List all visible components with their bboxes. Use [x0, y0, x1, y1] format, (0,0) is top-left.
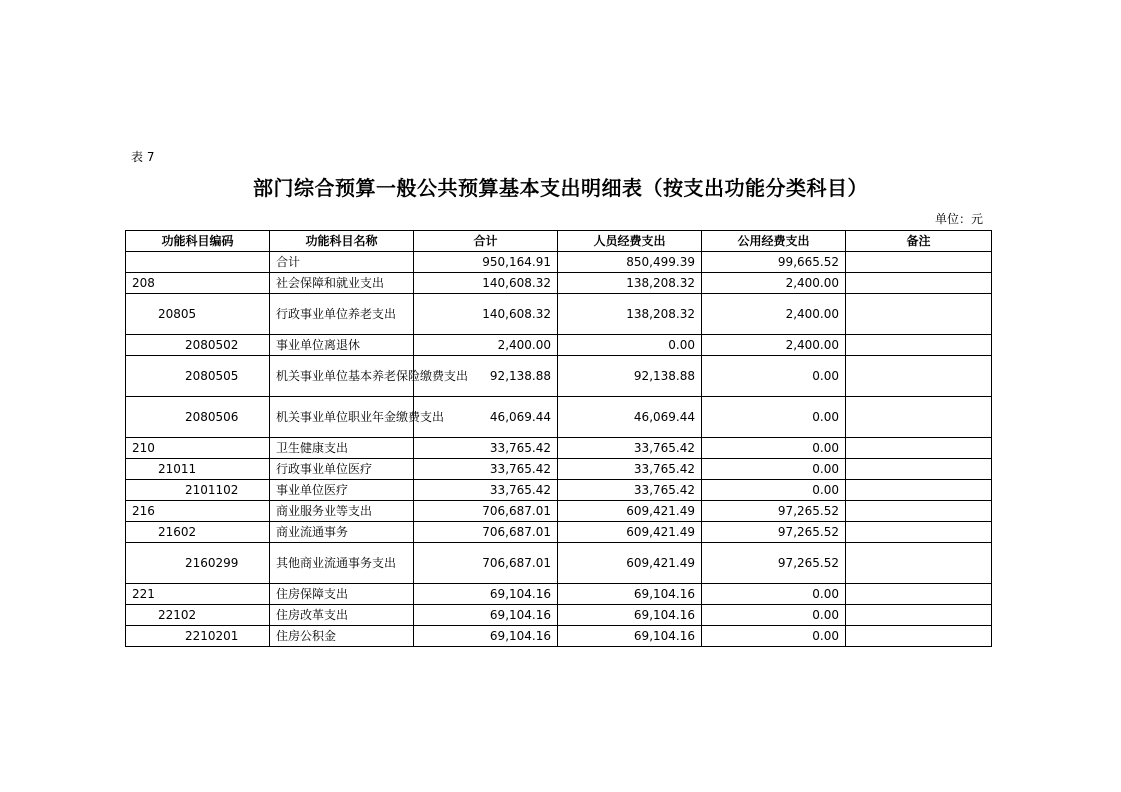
cell-name: 商业流通事务: [270, 522, 414, 543]
cell-note: [846, 397, 992, 438]
cell-name: 卫生健康支出: [270, 438, 414, 459]
cell-note: [846, 584, 992, 605]
cell-name: 行政事业单位养老支出: [270, 294, 414, 335]
table-row: [126, 480, 992, 501]
cell-personnel: 69,104.16: [558, 626, 702, 647]
cell-personnel: 850,499.39: [558, 252, 702, 273]
cell-name: 住房公积金: [270, 626, 414, 647]
cell-total: 706,687.01: [414, 543, 558, 584]
cell-note: [846, 273, 992, 294]
table-row: [126, 438, 992, 459]
cell-note: [846, 335, 992, 356]
table-row: [126, 626, 992, 647]
cell-public: 99,665.52: [702, 252, 846, 273]
table-row: [126, 294, 992, 335]
cell-note: [846, 543, 992, 584]
cell-total: 46,069.44: [414, 397, 558, 438]
table-row: [126, 273, 992, 294]
cell-public: 0.00: [702, 626, 846, 647]
cell-personnel: 33,765.42: [558, 459, 702, 480]
table-row: [126, 397, 992, 438]
budget-table: [125, 230, 992, 647]
cell-public: 0.00: [702, 584, 846, 605]
cell-code: 208: [126, 273, 270, 294]
cell-code: 21011: [126, 459, 270, 480]
cell-name: 住房改革支出: [270, 605, 414, 626]
cell-total: 950,164.91: [414, 252, 558, 273]
cell-public: 0.00: [702, 397, 846, 438]
cell-personnel: 33,765.42: [558, 480, 702, 501]
table-row: [126, 584, 992, 605]
cell-name: 商业服务业等支出: [270, 501, 414, 522]
cell-public: 0.00: [702, 438, 846, 459]
cell-name: 住房保障支出: [270, 584, 414, 605]
cell-name: 机关事业单位基本养老保险缴费支出: [270, 356, 414, 397]
cell-note: [846, 522, 992, 543]
cell-personnel: 46,069.44: [558, 397, 702, 438]
cell-name: 合计: [270, 252, 414, 273]
cell-code: 2080506: [126, 397, 270, 438]
cell-code: 2080505: [126, 356, 270, 397]
cell-personnel: 69,104.16: [558, 605, 702, 626]
cell-total: 706,687.01: [414, 522, 558, 543]
cell-note: [846, 501, 992, 522]
cell-note: [846, 294, 992, 335]
cell-note: [846, 459, 992, 480]
header-function-name: 功能科目名称: [270, 231, 414, 252]
cell-personnel: 609,421.49: [558, 543, 702, 584]
header-function-code: 功能科目编码: [126, 231, 270, 252]
cell-name: 事业单位离退休: [270, 335, 414, 356]
table-row: [126, 335, 992, 356]
cell-code: 2160299: [126, 543, 270, 584]
cell-code: 2101102: [126, 480, 270, 501]
cell-public: 2,400.00: [702, 335, 846, 356]
cell-total: 33,765.42: [414, 480, 558, 501]
cell-personnel: 69,104.16: [558, 584, 702, 605]
cell-total: 92,138.88: [414, 356, 558, 397]
cell-personnel: 33,765.42: [558, 438, 702, 459]
cell-public: 0.00: [702, 459, 846, 480]
cell-name: 社会保障和就业支出: [270, 273, 414, 294]
header-personnel-expense: 人员经费支出: [558, 231, 702, 252]
cell-public: 2,400.00: [702, 273, 846, 294]
cell-personnel: 0.00: [558, 335, 702, 356]
cell-total: 69,104.16: [414, 605, 558, 626]
cell-total: 69,104.16: [414, 584, 558, 605]
cell-code: 210: [126, 438, 270, 459]
cell-total: 33,765.42: [414, 438, 558, 459]
table-number: 表 7: [131, 150, 155, 164]
cell-note: [846, 480, 992, 501]
cell-total: 140,608.32: [414, 294, 558, 335]
cell-note: [846, 356, 992, 397]
table-row: [126, 459, 992, 480]
cell-total: 33,765.42: [414, 459, 558, 480]
cell-note: [846, 605, 992, 626]
cell-personnel: 609,421.49: [558, 522, 702, 543]
cell-note: [846, 438, 992, 459]
cell-public: 0.00: [702, 480, 846, 501]
cell-personnel: 92,138.88: [558, 356, 702, 397]
cell-code: 21602: [126, 522, 270, 543]
cell-public: 97,265.52: [702, 522, 846, 543]
cell-code: 216: [126, 501, 270, 522]
table-row: [126, 543, 992, 584]
cell-public: 97,265.52: [702, 501, 846, 522]
table-row: [126, 522, 992, 543]
table-header-row: [126, 231, 992, 252]
cell-name: 事业单位医疗: [270, 480, 414, 501]
table-row: [126, 501, 992, 522]
cell-public: 97,265.52: [702, 543, 846, 584]
cell-personnel: 138,208.32: [558, 294, 702, 335]
cell-public: 0.00: [702, 356, 846, 397]
cell-public: 0.00: [702, 605, 846, 626]
table-row: [126, 356, 992, 397]
cell-name: 其他商业流通事务支出: [270, 543, 414, 584]
cell-total: 69,104.16: [414, 626, 558, 647]
header-remarks: 备注: [846, 231, 992, 252]
cell-note: [846, 252, 992, 273]
cell-note: [846, 626, 992, 647]
cell-code: 2080502: [126, 335, 270, 356]
cell-total: 706,687.01: [414, 501, 558, 522]
cell-personnel: 138,208.32: [558, 273, 702, 294]
cell-code: 22102: [126, 605, 270, 626]
cell-name: 机关事业单位职业年金缴费支出: [270, 397, 414, 438]
table-row: [126, 605, 992, 626]
cell-public: 2,400.00: [702, 294, 846, 335]
table-row-total: [126, 252, 992, 273]
cell-code: 20805: [126, 294, 270, 335]
cell-name: 行政事业单位医疗: [270, 459, 414, 480]
unit-label: 单位：元: [934, 212, 983, 226]
cell-code: 221: [126, 584, 270, 605]
cell-code: [126, 252, 270, 273]
cell-code: 2210201: [126, 626, 270, 647]
header-total: 合计: [414, 231, 558, 252]
page-title: 部门综合预算一般公共预算基本支出明细表（按支出功能分类科目）: [253, 176, 868, 200]
header-public-expense: 公用经费支出: [702, 231, 846, 252]
cell-personnel: 609,421.49: [558, 501, 702, 522]
cell-total: 2,400.00: [414, 335, 558, 356]
cell-total: 140,608.32: [414, 273, 558, 294]
